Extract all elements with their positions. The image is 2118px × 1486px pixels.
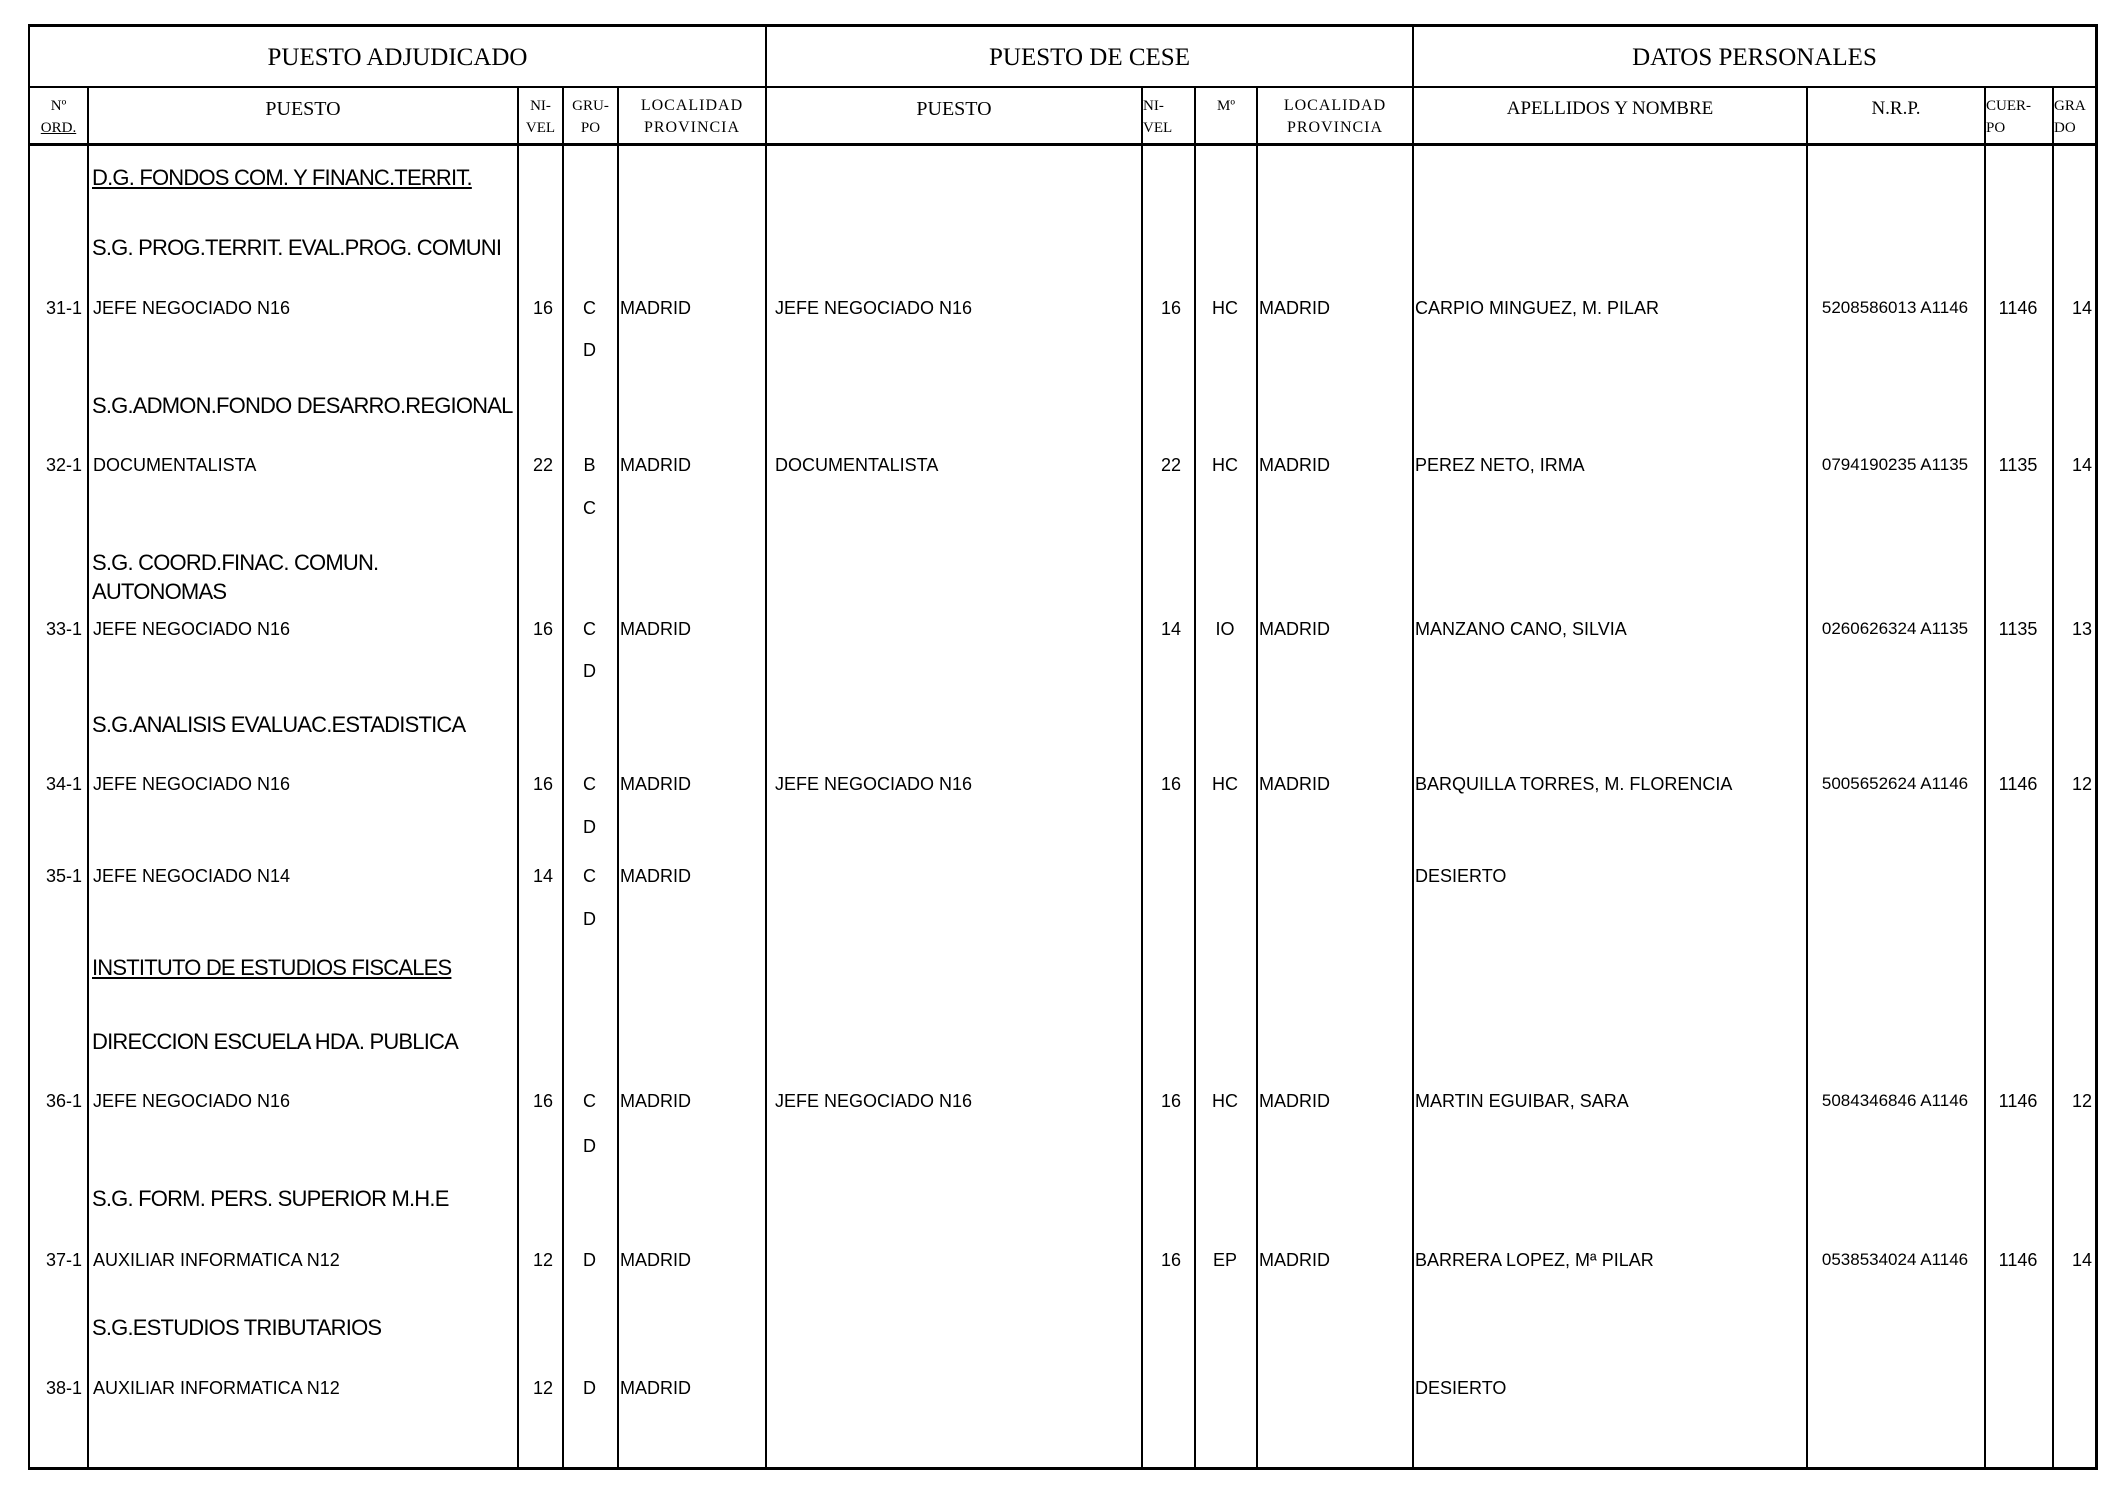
section-heading: S.G.ANALISIS EVALUAC.ESTADISTICA [92, 712, 466, 737]
cell-cese-m: HC [1212, 455, 1238, 475]
cell-cese-m: HC [1212, 774, 1238, 794]
cell-cese-puesto: JEFE NEGOCIADO N16 [775, 1091, 973, 1111]
cell-nivel: 16 [532, 1091, 553, 1111]
col-divider [765, 24, 767, 1470]
cell-grupo: D [583, 817, 596, 837]
cell-nombre: PEREZ NETO, IRMA [1415, 455, 1585, 475]
cell-cese-puesto: JEFE NEGOCIADO N16 [775, 298, 973, 318]
section-heading: S.G.ADMON.FONDO DESARRO.REGIONAL [92, 393, 513, 418]
group-header-cese: PUESTO DE CESE [989, 44, 1190, 71]
cell-cuerpo: 1146 [1998, 1250, 2038, 1270]
cell-ord: 37-1 [45, 1250, 82, 1270]
cell-puesto: JEFE NEGOCIADO N16 [93, 619, 291, 639]
cell-localidad: MADRID [620, 298, 691, 318]
col-header-line: PROVINCIA [643, 119, 741, 136]
cell-cuerpo: 1146 [1998, 298, 2038, 318]
cell-nrp: 5005652624 A1146 [1821, 774, 1969, 793]
border-top [30, 24, 2098, 27]
border-right [2095, 24, 2098, 1470]
col-header-localidad [619, 95, 765, 139]
cell-cese-puesto: DOCUMENTALISTA [775, 455, 939, 475]
cell-cuerpo: 1135 [1998, 455, 2038, 475]
col-header-grado [2054, 95, 2095, 139]
cell-nrp: 0260626324 A1135 [1821, 619, 1969, 638]
cell-cese-nivel: 14 [1160, 619, 1181, 639]
cell-grado: 14 [2071, 455, 2092, 475]
cell-nombre: CARPIO MINGUEZ, M. PILAR [1415, 298, 1660, 318]
cell-nivel: 14 [532, 866, 553, 886]
cell-grupo: D [583, 909, 596, 929]
cell-nombre: DESIERTO [1415, 1378, 1507, 1398]
cell-grupo: C [583, 774, 596, 794]
col-header-puesto: PUESTO [265, 98, 341, 120]
col-header-line: GRA [2054, 98, 2086, 114]
cell-grado: 12 [2071, 1091, 2092, 1111]
cell-nrp: 5208586013 A1146 [1821, 298, 1969, 317]
col-header-line: DO [2054, 120, 2076, 136]
cell-localidad: MADRID [620, 774, 691, 794]
col-divider [1412, 24, 1414, 1470]
cell-localidad: MADRID [620, 455, 691, 475]
col-header-nivel [519, 95, 562, 139]
cell-puesto: AUXILIAR INFORMATICA N12 [93, 1250, 340, 1270]
cell-nombre: BARQUILLA TORRES, M. FLORENCIA [1415, 774, 1733, 794]
cell-nombre: BARRERA LOPEZ, Mª PILAR [1415, 1250, 1654, 1270]
col-header-nrp: N.R.P. [1871, 98, 1921, 119]
cell-cese-localidad: MADRID [1259, 619, 1330, 639]
border-bottom [28, 1467, 2098, 1470]
cell-puesto: DOCUMENTALISTA [93, 455, 257, 475]
cell-cuerpo: 1146 [1998, 774, 2038, 794]
cell-cuerpo: 1135 [1998, 619, 2038, 639]
col-header-cese-nivel [1143, 95, 1194, 139]
cell-nombre: MARTIN EGUIBAR, SARA [1415, 1091, 1629, 1111]
col-header-grupo [564, 95, 617, 139]
header-divider [30, 86, 2098, 88]
section-heading: D.G. FONDOS COM. Y FINANC.TERRIT. [92, 165, 472, 190]
section-heading: INSTITUTO DE ESTUDIOS FISCALES [92, 955, 452, 980]
cell-localidad: MADRID [620, 1250, 691, 1270]
col-header-line: NI- [1143, 98, 1164, 114]
cell-nivel: 12 [532, 1250, 553, 1270]
cell-grado: 14 [2071, 1250, 2092, 1270]
cell-cese-localidad: MADRID [1259, 455, 1330, 475]
cell-nombre: MANZANO CANO, SILVIA [1415, 619, 1627, 639]
cell-nrp: 0794190235 A1135 [1821, 455, 1969, 474]
cell-nivel: 12 [532, 1378, 553, 1398]
cell-nivel: 22 [532, 455, 553, 475]
col-header-cese-m: Mº [1217, 98, 1235, 114]
cell-cese-localidad: MADRID [1259, 774, 1330, 794]
cell-puesto: JEFE NEGOCIADO N16 [93, 298, 291, 318]
col-header-ord [30, 95, 87, 139]
cell-grupo: D [583, 661, 596, 681]
cell-puesto: JEFE NEGOCIADO N16 [93, 774, 291, 794]
cell-nivel: 16 [532, 619, 553, 639]
col-divider [1256, 87, 1258, 1470]
cell-nivel: 16 [532, 298, 553, 318]
cell-puesto: AUXILIAR INFORMATICA N12 [93, 1378, 340, 1398]
col-header-line: PROVINCIA [1286, 119, 1384, 136]
cell-ord: 35-1 [45, 866, 82, 886]
cell-nrp: 5084346846 A1146 [1821, 1091, 1969, 1110]
cell-ord: 34-1 [45, 774, 82, 794]
group-header-adjudicado: PUESTO ADJUDICADO [267, 44, 528, 71]
cell-cese-m: EP [1212, 1250, 1237, 1270]
cell-cese-m: HC [1212, 1091, 1238, 1111]
cell-cese-puesto: JEFE NEGOCIADO N16 [775, 774, 973, 794]
col-header-line: Nº [50, 98, 67, 114]
cell-cese-nivel: 16 [1160, 1250, 1181, 1270]
col-header-cese-puesto: PUESTO [916, 98, 992, 120]
cell-ord: 33-1 [45, 619, 82, 639]
cell-grupo: C [583, 1091, 596, 1111]
cell-ord: 36-1 [45, 1091, 82, 1111]
section-heading: DIRECCION ESCUELA HDA. PUBLICA [92, 1029, 458, 1054]
section-heading: S.G. FORM. PERS. SUPERIOR M.H.E [92, 1186, 449, 1211]
col-header-line: PO [580, 120, 601, 136]
col-header-line: VEL [1143, 120, 1173, 136]
cell-cese-m: IO [1215, 619, 1235, 639]
cell-grupo: C [583, 866, 596, 886]
cell-ord: 38-1 [45, 1378, 82, 1398]
col-header-line: ORD. [40, 120, 77, 136]
col-divider [87, 87, 89, 1470]
col-header-line: GRU- [572, 98, 609, 114]
cell-grupo: D [583, 1136, 596, 1156]
cell-puesto: JEFE NEGOCIADO N14 [93, 866, 291, 886]
cell-cese-localidad: MADRID [1259, 1250, 1330, 1270]
cell-nrp: 0538534024 A1146 [1821, 1250, 1969, 1269]
col-divider [617, 87, 619, 1470]
cell-grupo: B [583, 455, 596, 475]
cell-cese-m: HC [1212, 298, 1238, 318]
section-heading: S.G. COORD.FINAC. COMUN. [92, 550, 379, 575]
cell-grado: 13 [2071, 619, 2092, 639]
cell-nombre: DESIERTO [1415, 866, 1507, 886]
cell-grupo: C [583, 619, 596, 639]
section-heading: S.G. PROG.TERRIT. EVAL.PROG. COMUNI [92, 235, 502, 260]
cell-ord: 31-1 [45, 298, 82, 318]
cell-grupo: D [583, 1250, 596, 1270]
col-header-line: VEL [525, 120, 556, 136]
group-header-personales: DATOS PERSONALES [1632, 44, 1877, 71]
col-header-line: LOCALIDAD [1283, 97, 1387, 114]
cell-localidad: MADRID [620, 619, 691, 639]
cell-cese-nivel: 16 [1160, 774, 1181, 794]
cell-ord: 32-1 [45, 455, 82, 475]
cell-nivel: 16 [532, 774, 553, 794]
cell-cuerpo: 1146 [1998, 1091, 2038, 1111]
section-heading: AUTONOMAS [92, 579, 227, 604]
col-header-nombre: APELLIDOS Y NOMBRE [1506, 98, 1714, 119]
section-heading: S.G.ESTUDIOS TRIBUTARIOS [92, 1315, 382, 1340]
cell-grupo: D [583, 1378, 596, 1398]
header-bottom [30, 143, 2098, 146]
cell-grupo: D [583, 340, 596, 360]
col-header-cuerpo [1986, 95, 2052, 139]
cell-cese-nivel: 16 [1160, 298, 1181, 318]
cell-cese-localidad: MADRID [1259, 298, 1330, 318]
cell-grado: 14 [2071, 298, 2092, 318]
cell-puesto: JEFE NEGOCIADO N16 [93, 1091, 291, 1111]
cell-cese-nivel: 16 [1160, 1091, 1181, 1111]
cell-cese-localidad: MADRID [1259, 1091, 1330, 1111]
cell-cese-nivel: 22 [1160, 455, 1181, 475]
col-header-line: CUER- [1986, 98, 2031, 114]
cell-localidad: MADRID [620, 1091, 691, 1111]
cell-localidad: MADRID [620, 866, 691, 886]
col-header-line: LOCALIDAD [640, 97, 744, 114]
col-header-line: NI- [530, 98, 551, 114]
cell-localidad: MADRID [620, 1378, 691, 1398]
col-header-line: PO [1986, 120, 2006, 136]
cell-grado: 12 [2071, 774, 2092, 794]
cell-grupo: C [583, 298, 596, 318]
col-header-cese-localidad [1258, 95, 1412, 139]
cell-grupo: C [583, 498, 596, 518]
